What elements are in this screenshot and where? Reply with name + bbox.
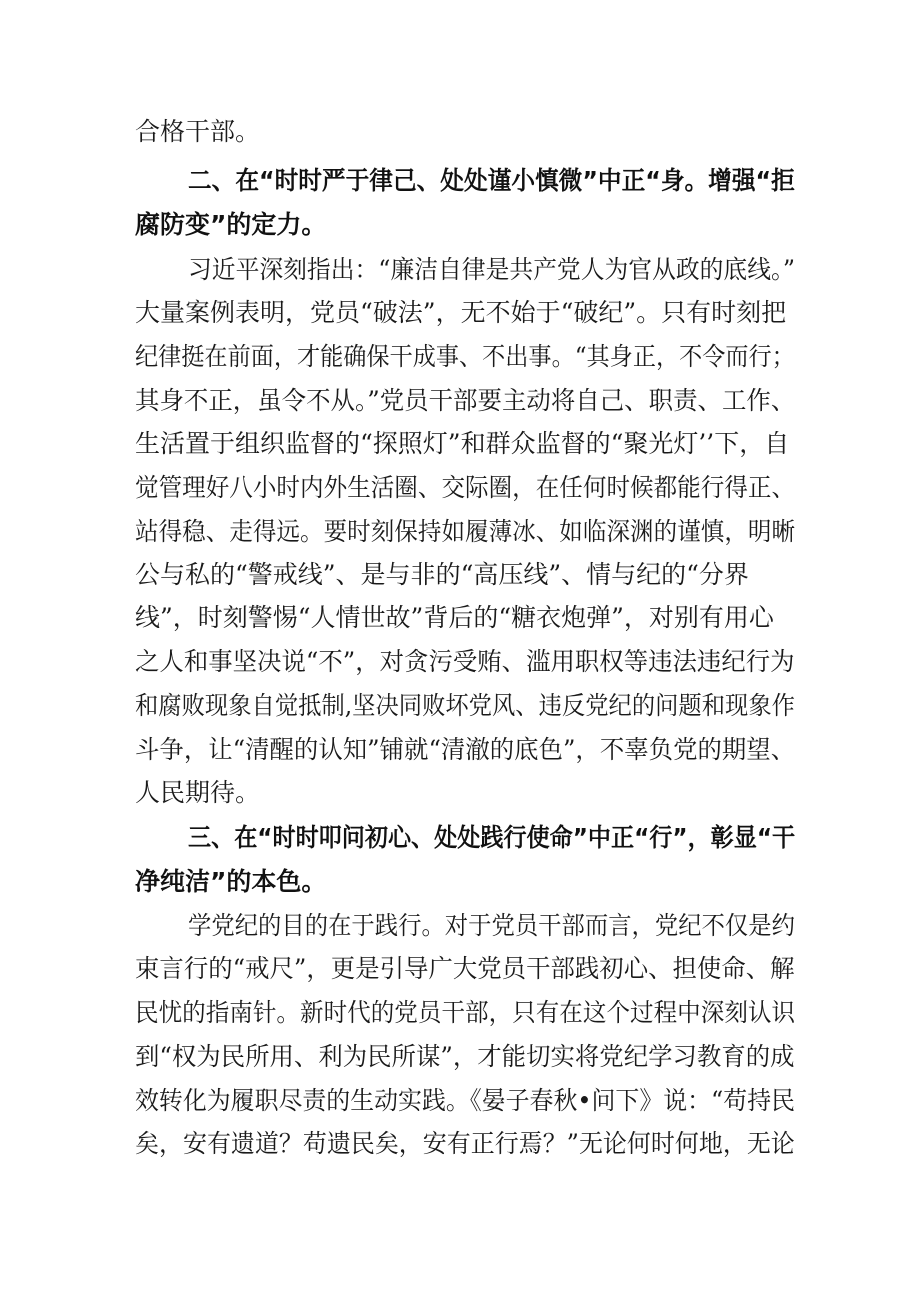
body-line: 效转化为履职尽责的生动实践。《晏子春秋•问下》说：“苟持民: [135, 1086, 796, 1115]
section-heading-2-line-2: 腐防变”的定力。: [135, 210, 327, 239]
body-line: 习近平深刻指出：“廉洁自律是共产党人为官从政的底线。”: [188, 255, 796, 284]
body-line: 生活置于组织监督的“探照灯”和群众监督的“聚光灯’’下，自: [135, 429, 790, 458]
body-line: 和腐败现象自觉抵制,坚决同败坏党风、违反党纪的问题和现象作: [135, 691, 795, 720]
section-heading-3-line-1: 三、在“时时叩问初心、处处践行使命”中正“行”，彰显“干: [188, 823, 796, 852]
body-line: 公与私的“警戒线”、是与非的“高压线”、情与纪的“分界: [135, 560, 749, 589]
body-line: 矣，安有遗道？苟遗民矣，安有正行焉？”无论何时何地，无论: [135, 1129, 795, 1158]
body-line: 人民期待。: [135, 778, 261, 807]
body-line: 之人和事坚决说“不”，对贪污受贿、滥用职权等违法违纪行为: [135, 647, 795, 676]
body-line: 斗争，让“清醒的认知”铺就“清澈的底色”，不辜负党的期望、: [135, 735, 796, 764]
body-line: 大量案例表明，党员“破法”，无不始于“破纪”。只有时刻把: [135, 298, 787, 327]
body-line: 线”，时刻警惕“人情世故”背后的“糖衣炮弹”，对别有用心: [135, 603, 774, 632]
body-line: 纪律挺在前面，才能确保干成事、不出事。“其身正，不令而行；: [135, 342, 795, 371]
body-line: 到“权为民所用、利为民所谋”，才能切实将党纪学习教育的成: [135, 1042, 795, 1071]
body-line: 束言行的“戒尺”，更是引导广大党员干部践初心、担使命、解: [135, 954, 795, 983]
body-line: 学党纪的目的在于践行。对于党员干部而言，党纪不仅是约: [188, 911, 795, 940]
paragraph-end-line: 合格干部。: [135, 117, 261, 146]
body-line: 民忧的指南针。新时代的党员干部，只有在这个过程中深刻认识: [135, 998, 796, 1027]
body-line: 站得稳、走得远。要时刻保持如履薄冰、如临深渊的谨慎，明晰: [135, 517, 796, 546]
body-line: 觉管理好八小时内外生活圈、交际圈，在任何时候都能行得正、: [135, 473, 796, 502]
body-line: 其身不正，虽令不从。”党员干部要主动将自己、职责、工作、: [135, 386, 796, 415]
section-heading-3-line-2: 净纯洁”的本色。: [135, 867, 327, 896]
section-heading-2-line-1: 二、在“时时严于律己、处处谨小慎微”中正“身。增强“拒: [188, 166, 795, 195]
